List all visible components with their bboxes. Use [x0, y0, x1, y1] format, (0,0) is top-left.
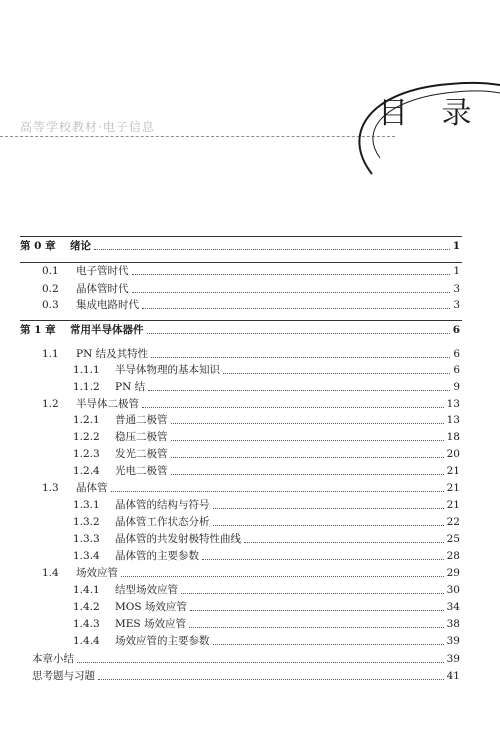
toc-page-number: 6	[452, 324, 460, 336]
dot-leader	[142, 308, 450, 309]
toc-entry-row	[42, 263, 460, 279]
toc-entry-label: 稳压二极管	[115, 431, 168, 443]
toc-entry-label: 发光二极管	[115, 448, 168, 460]
toc-entry-row	[73, 379, 460, 395]
toc-entry-row	[73, 582, 460, 598]
toc-entry-label: 本章小结	[32, 653, 74, 665]
toc-title: 目 录	[378, 96, 484, 131]
toc-entry-number: 1.3.1	[73, 499, 100, 511]
toc-entry-number: 第 0 章	[20, 240, 56, 252]
toc-entry-row	[42, 346, 460, 362]
toc-entry-label: 晶体管工作状态分析	[115, 516, 210, 528]
toc-entry-row	[73, 633, 460, 649]
toc-page-number: 39	[446, 635, 460, 647]
toc-entry-label: 晶体管的主要参数	[115, 550, 199, 562]
toc-entry-label: 场效应管的主要参数	[115, 635, 210, 647]
toc-entry-number: 0.2	[42, 283, 59, 295]
toc-entry-number: 1.4.2	[73, 601, 100, 613]
toc-entry-number: 1.1	[42, 348, 59, 360]
dot-leader	[181, 593, 444, 594]
dot-leader	[171, 440, 444, 441]
toc-page-number: 39	[446, 653, 460, 665]
toc-page-number: 41	[446, 670, 460, 682]
toc-entry-row	[73, 497, 460, 513]
toc-page-number: 28	[446, 550, 460, 562]
toc-page-number: 18	[446, 431, 460, 443]
dot-leader	[77, 662, 444, 663]
toc-entry-number: 1.3.3	[73, 533, 100, 545]
toc-entry-label: 电子管时代	[76, 265, 129, 277]
toc-entry-label: 结型场效应管	[115, 584, 178, 596]
dot-leader	[171, 457, 444, 458]
dot-leader	[213, 508, 444, 509]
toc-entry-row	[73, 531, 460, 547]
dot-leader	[190, 610, 444, 611]
toc-entry-row	[73, 463, 460, 479]
toc-entry-number: 1.2.2	[73, 431, 100, 443]
dot-leader	[213, 644, 444, 645]
toc-entry-number: 第 1 章	[20, 324, 56, 336]
toc-entry-number: 1.2.4	[73, 465, 100, 477]
toc-entry-number: 0.3	[42, 299, 59, 311]
dot-leader	[213, 525, 444, 526]
toc-entry-number: 1.1.2	[73, 381, 100, 393]
toc-page-number: 6	[453, 348, 460, 360]
dot-leader	[94, 249, 450, 250]
toc-page-number: 22	[446, 516, 460, 528]
toc-page-number: 6	[453, 364, 460, 376]
toc-entry-row	[73, 362, 460, 378]
toc-entry-row	[32, 651, 460, 667]
toc-page-number: 29	[446, 567, 460, 579]
toc-entry-number: 1.3.2	[73, 516, 100, 528]
series-header: 高等学校教材·电子信息	[20, 120, 155, 134]
toc-entry-number: 1.3.4	[73, 550, 100, 562]
toc-entry-number: 1.2.1	[73, 414, 100, 426]
toc-page-number: 25	[446, 533, 460, 545]
toc-rule	[20, 320, 462, 321]
toc-entry-label: 光电二极管	[115, 465, 168, 477]
toc-entry-row	[73, 429, 460, 445]
toc-entry-label: 思考题与习题	[32, 670, 95, 682]
toc-entry-label: 半导体物理的基本知识	[115, 364, 220, 376]
dot-leader	[189, 627, 444, 628]
dot-leader	[132, 274, 451, 275]
dot-leader	[148, 390, 450, 391]
toc-chapter-row	[20, 322, 460, 338]
toc-entry-row	[42, 396, 460, 412]
toc-page-number: 20	[446, 448, 460, 460]
toc-entry-label: PN 结及其特性	[76, 348, 149, 360]
toc-page-number: 3	[453, 283, 460, 295]
dot-leader	[121, 576, 444, 577]
dot-leader	[202, 559, 444, 560]
toc-entry-label: 晶体管的共发射极特性曲线	[115, 533, 241, 545]
dot-leader	[171, 474, 444, 475]
toc-entry-row	[42, 281, 460, 297]
dot-leader	[151, 357, 450, 358]
toc-page-number: 1	[452, 240, 460, 252]
toc-entry-number: 0.1	[42, 265, 59, 277]
toc-entry-row	[32, 668, 460, 684]
toc-entry-number: 1.4.3	[73, 618, 100, 630]
toc-entry-label: 场效应管	[76, 567, 118, 579]
toc-entry-label: 晶体管的结构与符号	[115, 499, 210, 511]
dot-leader	[147, 333, 450, 334]
toc-entry-number: 1.2.3	[73, 448, 100, 460]
dot-leader	[132, 292, 451, 293]
dot-leader	[223, 373, 450, 374]
toc-chapter-row	[20, 238, 460, 254]
dot-leader	[244, 542, 444, 543]
toc-entry-row	[42, 480, 460, 496]
toc-page-number: 21	[446, 465, 460, 477]
toc-entry-row	[73, 412, 460, 428]
toc-page-number: 38	[446, 618, 460, 630]
toc-entry-label: 普通二极管	[115, 414, 168, 426]
toc-entry-number: 1.4	[42, 567, 59, 579]
toc-entry-label: 半导体二极管	[76, 398, 139, 410]
toc-entry-number: 1.3	[42, 482, 59, 494]
toc-page-number: 21	[446, 499, 460, 511]
dot-leader	[171, 423, 444, 424]
toc-entry-label: 集成电路时代	[76, 299, 139, 311]
toc-entry-row	[73, 514, 460, 530]
toc-entry-number: 1.4.1	[73, 584, 100, 596]
toc-entry-label: 绪论	[70, 240, 91, 252]
toc-entry-label: MOS 场效应管	[115, 601, 187, 613]
dot-leader	[142, 407, 444, 408]
toc-entry-label: 常用半导体器件	[70, 324, 144, 336]
toc-page-number: 21	[446, 482, 460, 494]
toc-page-number: 13	[446, 398, 460, 410]
toc-entry-row	[73, 616, 460, 632]
toc-entry-label: 晶体管	[76, 482, 108, 494]
toc-entry-row	[73, 548, 460, 564]
toc-entry-row	[42, 565, 460, 581]
toc-entry-label: MES 场效应管	[115, 618, 186, 630]
toc-page-number: 34	[446, 601, 460, 613]
toc-entry-number: 1.1.1	[73, 364, 100, 376]
toc-entry-row	[42, 297, 460, 313]
dot-leader	[111, 491, 444, 492]
dot-leader	[98, 679, 444, 680]
toc-page-number: 3	[453, 299, 460, 311]
toc-page-number: 13	[446, 414, 460, 426]
toc-entry-label: PN 结	[115, 381, 146, 393]
toc-rule	[20, 236, 462, 237]
toc-entry-label: 晶体管时代	[76, 283, 129, 295]
toc-entry-row	[73, 599, 460, 615]
toc-entry-number: 1.2	[42, 398, 59, 410]
toc-entry-number: 1.4.4	[73, 635, 100, 647]
toc-page-number: 30	[446, 584, 460, 596]
toc-entry-row	[73, 446, 460, 462]
toc-page-number: 1	[453, 265, 460, 277]
toc-page-number: 9	[453, 381, 460, 393]
